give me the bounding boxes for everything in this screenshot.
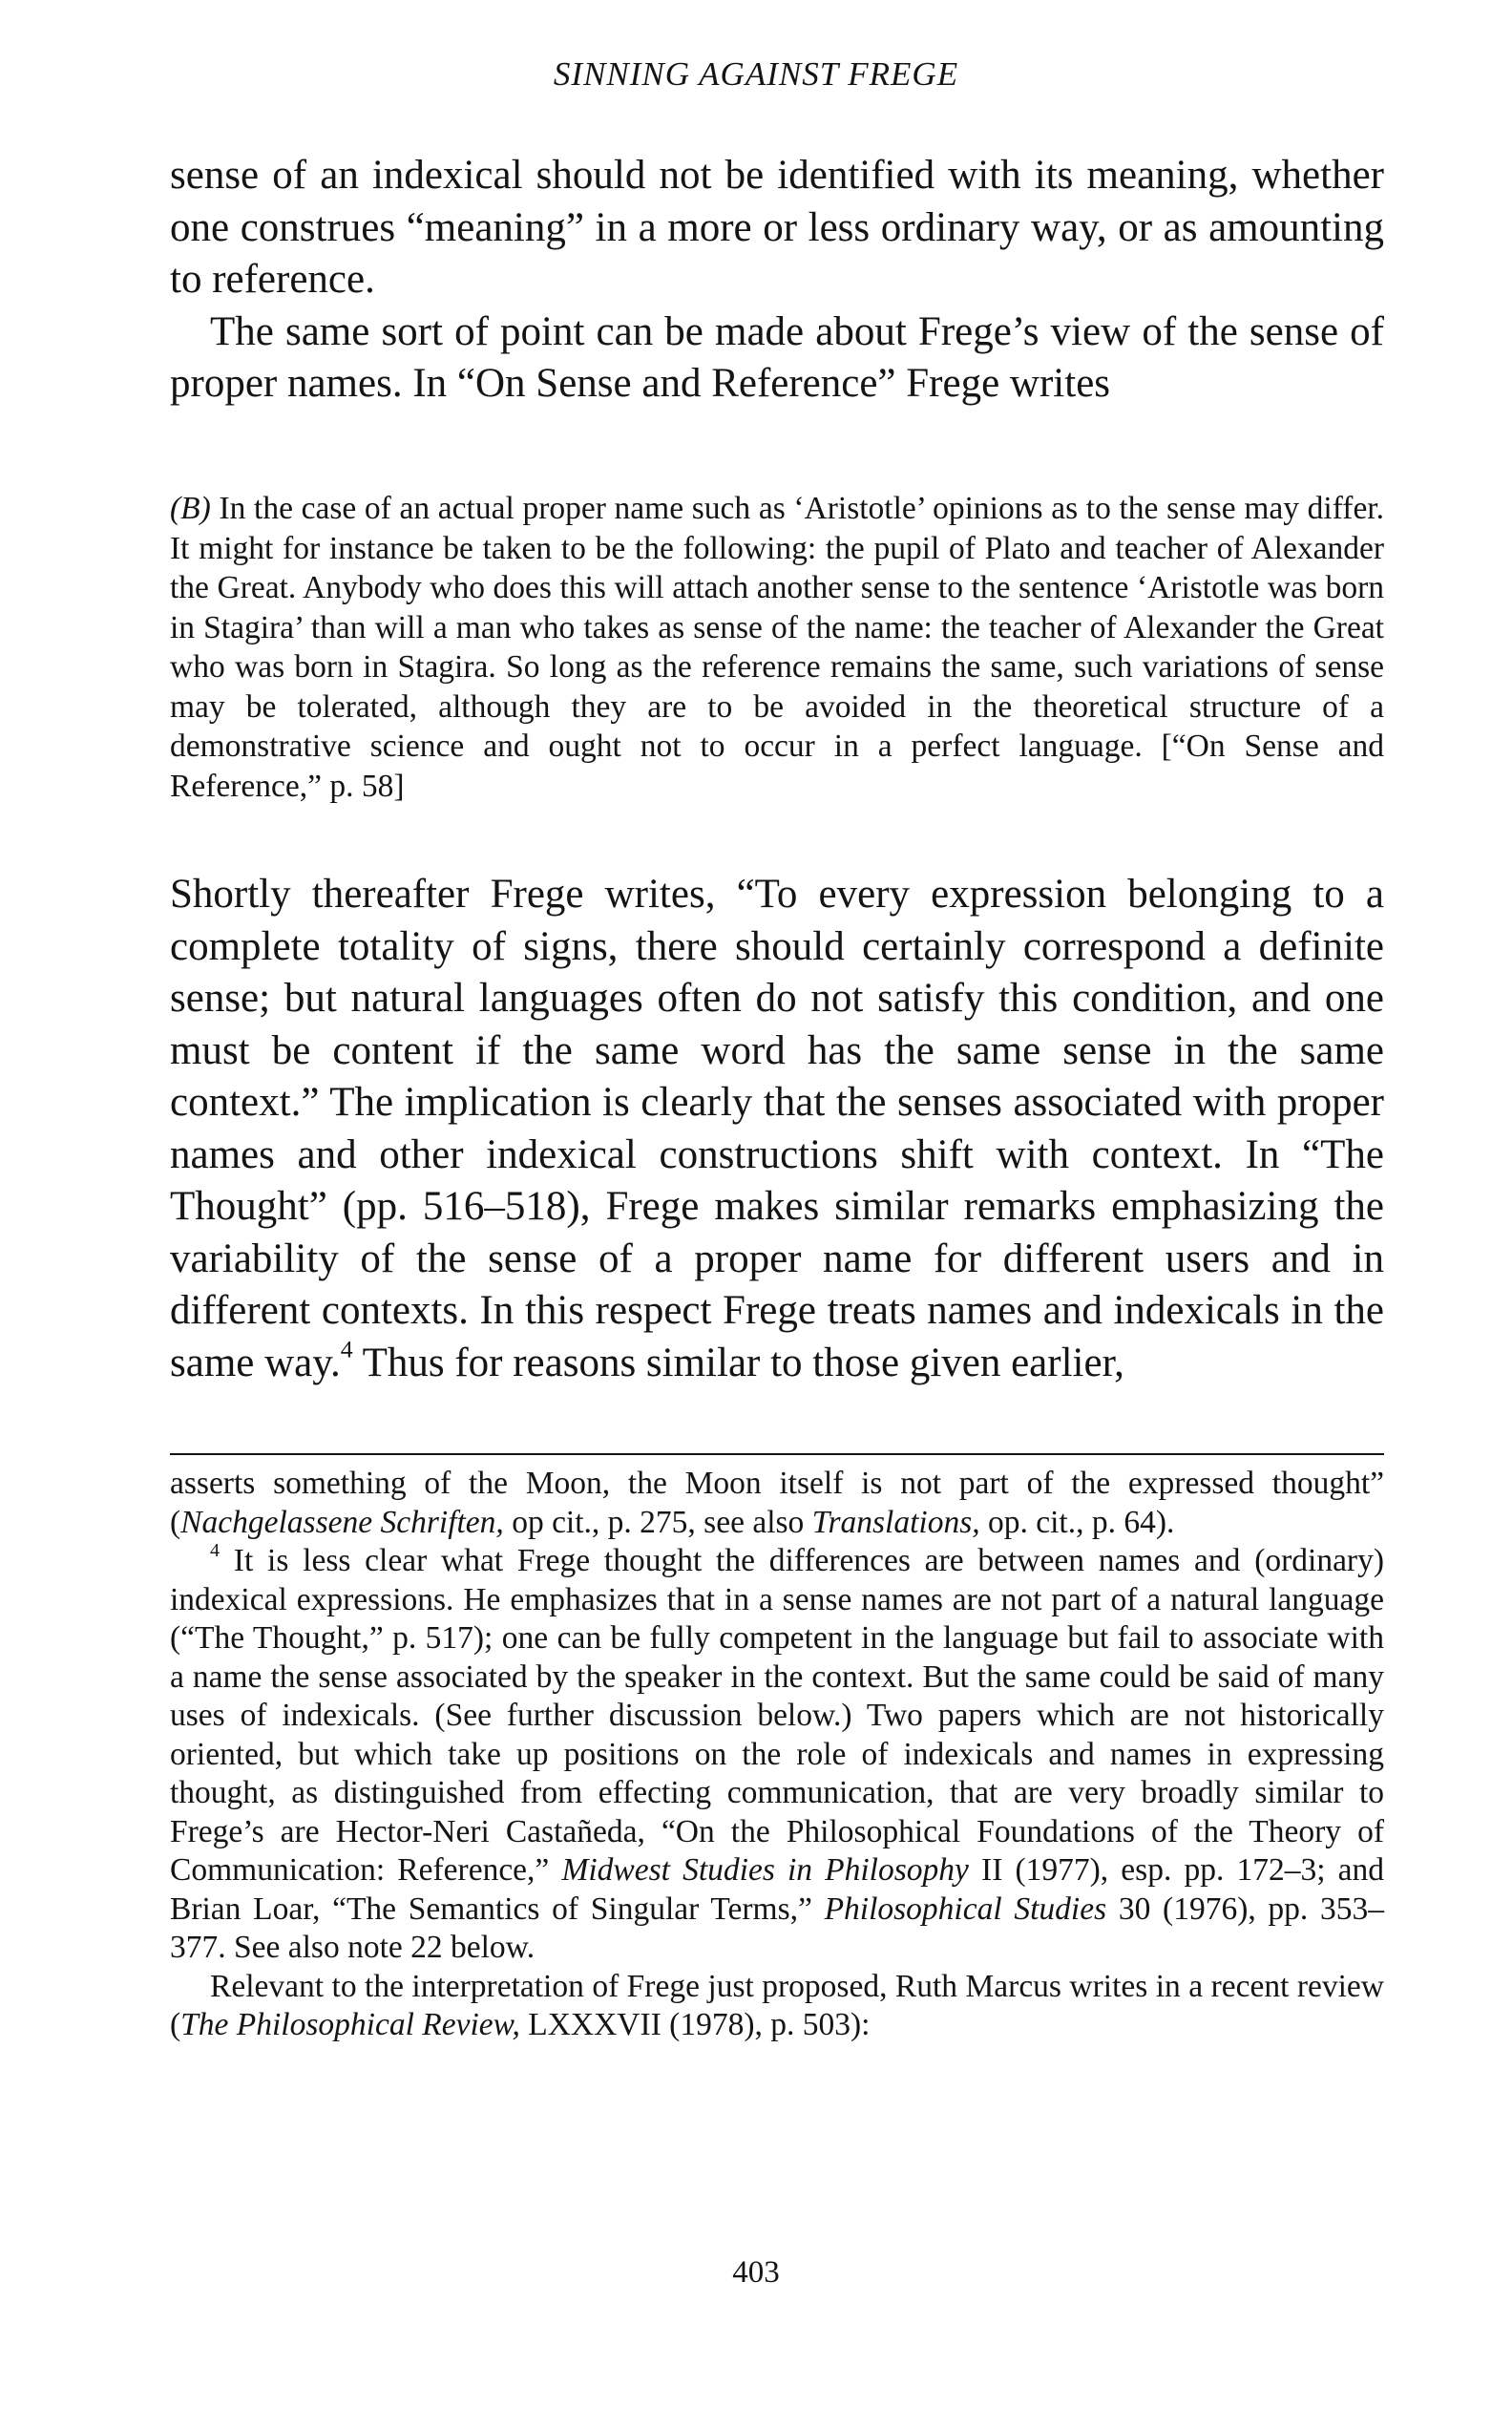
main-text-upper — [170, 150, 1384, 411]
paragraph-shortly-thereafter — [170, 869, 1384, 1389]
footnote-4 — [170, 1539, 1385, 1968]
footnote-marcus — [170, 1968, 1384, 2045]
footnote-text: op. cit., p. 64). — [979, 1504, 1175, 1540]
footnote-reference-4: 4 — [340, 1335, 353, 1363]
footnote-text: LXXXVII (1978), p. 503): — [519, 2007, 871, 2042]
footnote-text: II (1977), esp. pp. 172–3; and Brian Loar, “The Semantics of Singular Terms,” — [170, 1852, 1384, 1927]
footnote-text: op cit., p. 275, see also — [503, 1504, 812, 1540]
footnote-continuation — [170, 1465, 1384, 1542]
footnote-text: It is less clear what Frege thought the differences are between names and (ordinary) indexical expressions. He emphasizes that in a sense names are not part of a natural language (“The Thought,” p. 517); one can be fully competent in the language but fail to associate with a name the sense associated by the speaker in the context. But the same could be said of many uses of indexicals. (See further discussion below.) Two papers which are not historically oriented, but which take up positions on the role of indexicals and names in expressing thought, as distinguished from effecting communication, that are very broadly similar to Frege’s are Hector-Neri Castañeda, “On the Philosophical Foundations of the Theory of Communication: Reference,” — [170, 1543, 1384, 1888]
footnote-text: 30 (1976), pp. 353–377. See also note 22 below. — [170, 1890, 1385, 1965]
footnote-title: Philosophical Studies — [824, 1890, 1107, 1927]
footnote-title: Translations, — [811, 1504, 980, 1540]
main-text-lower — [170, 869, 1384, 1389]
paragraph-continuation: sense of an indexical should not be identified with its meaning, whether one construes “meaning” in a more or less ordinary way, or as amounting to reference. — [170, 153, 1384, 302]
page-number: 403 — [732, 2255, 780, 2290]
running-head: SINNING AGAINST FREGE — [553, 55, 959, 93]
footnote-divider — [170, 1453, 1384, 1455]
footnote-title: The Philosophical Review, — [180, 2007, 520, 2042]
footnote-title: Nachgelassene Schriften, — [180, 1504, 504, 1540]
footnote-title: Midwest Studies in Philosophy — [561, 1852, 969, 1888]
block-quote-frege — [170, 489, 1384, 806]
footnotes — [170, 1465, 1384, 2045]
quote-text: In the case of an actual proper name such as ‘Aristotle’ opinions as to the sense may differ. It might for instance be taken to be the following: the pupil of Plato and teacher of Alexander the Great. Anybody who does this will attach another sense to the sentence ‘Aristotle was born in Stagira’ than will a man who takes as sense of the name: the teacher of Alexander the Great who was born in Stagira. So long as the reference remains the same, such variations of sense may be tolerated, although they are to be avoided in the theoretical structure of a demonstrative science and ought not to occur in a perfect language. [“On Sense and Reference,” p. 58] — [170, 491, 1384, 804]
footnote-marker-4: 4 — [210, 1539, 220, 1561]
footnote-text: Relevant to the interpretation of Frege just proposed, Ruth Marcus writes in a recent review ( — [170, 1968, 1384, 2042]
paragraph-text-a: Shortly thereafter Frege writes, “To every expression belonging to a complete totality of signs, there should certainly correspond a definite sense; but natural languages often do not satisfy this condition, and one must be content if the same word has the same sense in the same context.” The implication is clearly that the senses associated with proper names and other indexical constructions shift with context. In “The Thought” (pp. 516–518), Frege makes similar remarks emphasizing the variability of the sense of a proper name for different users and in different contexts. In this respect Frege treats names and indexicals in the same way. — [170, 872, 1384, 1385]
quote-label: (B) — [170, 491, 211, 526]
paragraph-text-b: Thus for reasons similar to those given earlier, — [352, 1340, 1124, 1385]
paragraph-frege-proper-names: The same sort of point can be made about Frege’s view of the sense of proper names. In “On Sense and Reference” Frege writes — [170, 308, 1384, 406]
footnote-text: asserts something of the Moon, the Moon itself is not part of the expressed thought” ( — [170, 1466, 1384, 1540]
